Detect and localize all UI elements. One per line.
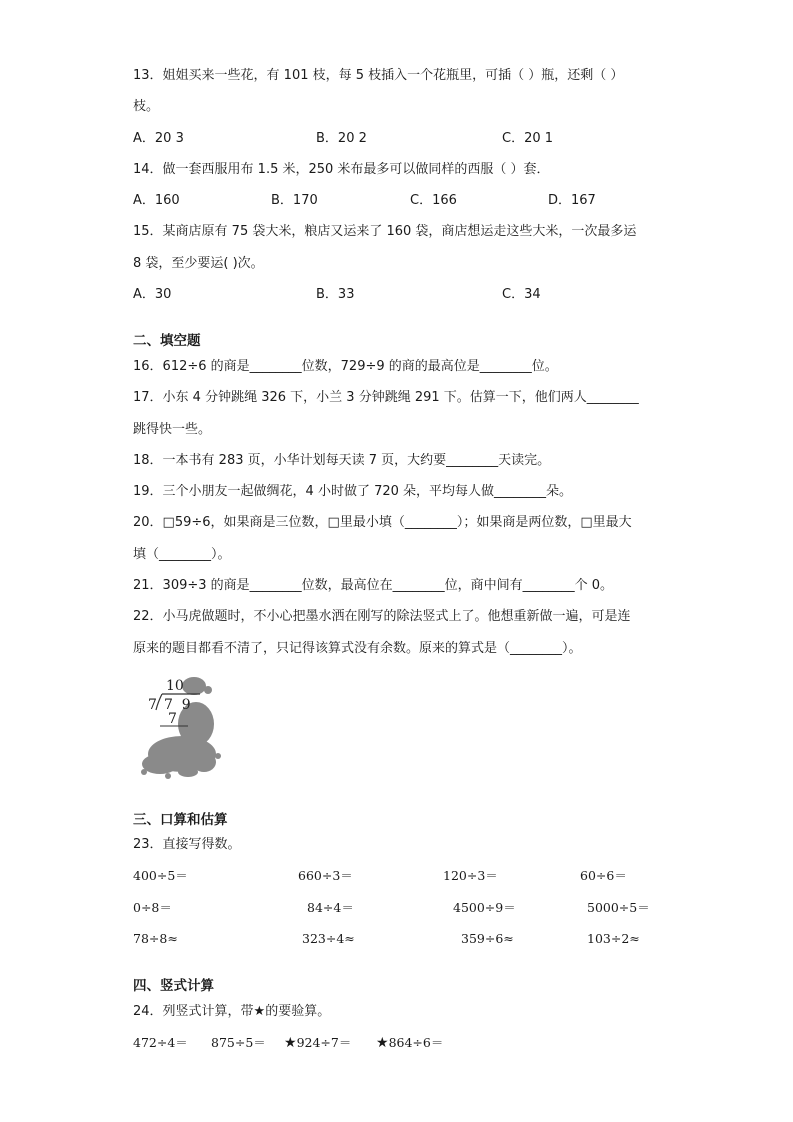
q23-r3-c2: 323÷4≈ [302,931,355,946]
q22-line1: 22．小马虎做题时，不小心把墨水洒在刚写的除法竖式上了。他想重新做一遍，可是连 [133,609,631,624]
q15-option-b: B．33 [316,287,355,302]
q13-line1: 13．姐姐买来一些花，有 101 枝，每 5 枝插入一个花瓶里，可插（ ）瓶，还剩（ ） [133,68,624,83]
q20-line1: 20．□59÷6，如果商是三位数，□里最小填（________）；如果商是两位数，□里最大 [133,515,632,530]
q19-line: 19．三个小朋友一起做绸花，4 小时做了 720 朵，平均每人做________朵。 [133,484,573,499]
section-title-fill-blank: 二、填空题 [133,333,201,349]
q24-item-4 [376,1034,443,1052]
q23-r3-c3: 359÷6≈ [461,931,514,946]
section-title-vertical-calc: 四、竖式计算 [133,978,214,994]
q23-r3-c4: 103÷2≈ [587,931,640,946]
q23-r2-c3: 4500÷9＝ [453,900,516,915]
q14-option-a: A．160 [133,193,180,208]
q23-r2-c1: 0÷8＝ [133,900,172,915]
q23-r1-c4: 60÷6＝ [580,868,627,883]
q13-option-b: B．20 2 [316,131,367,146]
divisor-text: 7 [148,697,157,713]
q24-item-3 [284,1034,351,1052]
q14-option-b: B．170 [271,193,318,208]
q15-line2: 8 袋，至少要运( )次。 [133,256,264,271]
q15-line1: 15．某商店原有 75 袋大米，粮店又运来了 160 袋，商店想运走这些大米，一次最多运 [133,224,637,239]
q23-r1-c3: 120÷3＝ [443,868,498,883]
subtrahend-text: 7 [168,711,177,727]
q14-line1: 14．做一套西服用布 1.5 米，250 米布最多可以做同样的西服（ ）套． [133,162,550,177]
q13-line2: 枝。 [133,99,160,114]
q17-line1: 17．小东 4 分钟跳绳 326 下，小兰 3 分钟跳绳 291 下。估算一下，他们两人________ [133,390,639,405]
q18-line: 18．一本书有 283 页，小华计划每天读 7 页，大约要________天读完。 [133,453,551,468]
q14-option-c: C．166 [410,193,457,208]
q21-line: 21．309÷3 的商是________位数，最高位在________位，商中间有________个 0。 [133,578,614,593]
q13-option-c: C．20 1 [502,131,554,146]
q23-r2-c4: 5000÷5＝ [587,900,650,915]
q14-option-d: D．167 [548,193,596,208]
q24-item-2: 875÷5＝ [211,1035,266,1050]
dividend-text: 7 9 [164,697,191,713]
q23-r2-c2: 84÷4＝ [307,900,354,915]
star-icon: ★ [376,1035,389,1051]
q15-option-c: C．34 [502,287,541,302]
q23-r1-c2: 660÷3＝ [298,868,353,883]
q24-line: 24．列竖式计算，带★的要验算。 [133,1004,331,1019]
q24-item-1: 472÷4＝ [133,1035,188,1050]
q23-r1-c1: 400÷5＝ [133,868,188,883]
q22-line2: 原来的题目都看不清了，只记得该算式没有余数。原来的算式是（________）。 [133,641,582,656]
q24-item-4-text: 864÷6＝ [388,1035,444,1050]
quotient-text: 10 [166,678,184,694]
ink-division-figure [138,676,222,782]
star-icon: ★ [284,1035,297,1051]
q17-line2: 跳得快一些。 [133,422,212,437]
q15-option-a: A．30 [133,287,172,302]
q16-line: 16．612÷6 的商是________位数，729÷9 的商的最高位是________位。 [133,359,558,374]
q13-option-a: A．20 3 [133,131,184,146]
section-title-oral-calc: 三、口算和估算 [133,812,228,828]
q23-line: 23．直接写得数。 [133,837,241,852]
q24-item-3-text: 924÷7＝ [296,1035,352,1050]
q23-r3-c1: 78÷8≈ [133,931,178,946]
q20-line2: 填（________）。 [133,547,231,562]
